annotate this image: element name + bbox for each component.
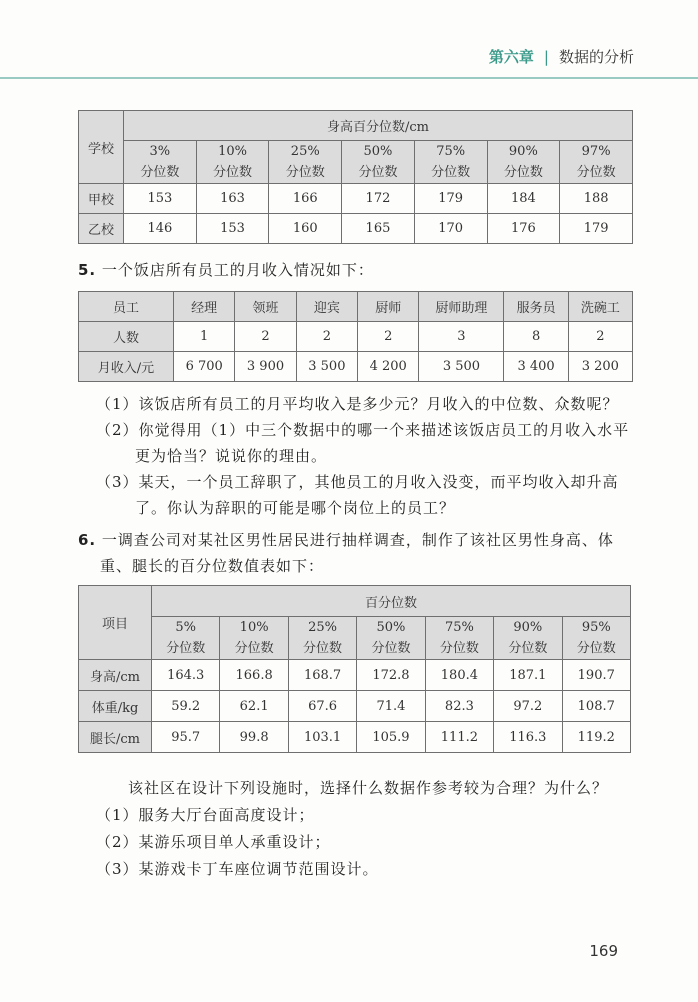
col-header: 90% 分位数: [494, 617, 562, 660]
col-header: 员工: [79, 292, 174, 322]
table-cell: 168.7: [288, 660, 356, 691]
question-6-cont: 重、腿长的百分位数值表如下：: [100, 557, 325, 575]
col-header: 25% 分位数: [288, 617, 356, 660]
table-cell: 163: [196, 184, 269, 214]
table-cell: 166: [269, 184, 342, 214]
group-header: 身高百分位数/cm: [124, 111, 633, 141]
table-cell: 6 700: [174, 352, 235, 382]
table-row: [79, 184, 633, 214]
table-cell: 2: [235, 322, 296, 352]
table-cell: 166.8: [220, 660, 288, 691]
table-cell: 8: [504, 322, 568, 352]
table-cell: 187.1: [494, 660, 562, 691]
table-cell: 3 900: [235, 352, 296, 382]
col-header: 服务员: [504, 292, 568, 322]
q6-prompt: 该社区在设计下列设施时，选择什么数据作参考较为合理？为什么？: [128, 779, 609, 797]
col-header: 75% 分位数: [425, 617, 493, 660]
table-row: [79, 214, 633, 244]
table-cell: 95.7: [152, 722, 220, 753]
page-number: 169: [589, 942, 618, 960]
question-5: [78, 257, 374, 283]
table-cell: 172: [342, 184, 415, 214]
table-cell: 103.1: [288, 722, 356, 753]
income-table: [78, 291, 633, 382]
question-text: 一个饭店所有员工的月收入情况如下：: [101, 261, 374, 279]
table-cell: 153: [196, 214, 269, 244]
row-label: 乙校: [79, 214, 124, 244]
table-cell: 82.3: [425, 691, 493, 722]
table-cell: 153: [124, 184, 197, 214]
table-cell: 105.9: [357, 722, 425, 753]
col-header: 3% 分位数: [124, 141, 197, 184]
q5-item-2-cont: 更为恰当？说说你的理由。: [135, 447, 328, 465]
col-header: 90% 分位数: [487, 141, 560, 184]
row-label: 月收入/元: [79, 352, 174, 382]
col-header: 厨师助理: [419, 292, 504, 322]
col-header: 25% 分位数: [269, 141, 342, 184]
table-cell: 179: [560, 214, 633, 244]
table-cell: 180.4: [425, 660, 493, 691]
table-cell: 2: [358, 322, 419, 352]
chapter-title: 数据的分析: [558, 48, 634, 66]
row-label: 体重/kg: [79, 691, 152, 722]
q5-item-2: （2）你觉得用（1）中三个数据中的哪一个来描述该饭店员工的月收入水平: [96, 421, 630, 439]
col-header: 50% 分位数: [357, 617, 425, 660]
col-header: 经理: [174, 292, 235, 322]
height-percentile-table: [78, 110, 633, 244]
table-cell: 2: [568, 322, 632, 352]
table-cell: 190.7: [562, 660, 630, 691]
table-row: [79, 722, 631, 753]
col-header: 5% 分位数: [152, 617, 220, 660]
row-label: 人数: [79, 322, 174, 352]
row-header-school: 学校: [79, 111, 124, 184]
table-cell: 67.6: [288, 691, 356, 722]
question-text: 一调查公司对某社区男性居民进行抽样调查，制作了该社区男性身高、体: [101, 531, 614, 549]
table-cell: 62.1: [220, 691, 288, 722]
header-separator: |: [543, 48, 549, 66]
table-cell: 99.8: [220, 722, 288, 753]
question-number: 6.: [78, 531, 97, 549]
col-header: 领班: [235, 292, 296, 322]
table-cell: 3: [419, 322, 504, 352]
table-cell: 3 200: [568, 352, 632, 382]
q6-item-3: （3）某游戏卡丁车座位调节范围设计。: [96, 860, 379, 878]
table-cell: 116.3: [494, 722, 562, 753]
table-cell: 160: [269, 214, 342, 244]
col-header: 10% 分位数: [196, 141, 269, 184]
table-cell: 3 500: [419, 352, 504, 382]
col-header: 50% 分位数: [342, 141, 415, 184]
table-cell: 111.2: [425, 722, 493, 753]
q5-item-1: （1）该饭店所有员工的月平均收入是多少元？月收入的中位数、众数呢？: [96, 395, 619, 413]
table-row: [79, 660, 631, 691]
row-label: 身高/cm: [79, 660, 152, 691]
col-header: 10% 分位数: [220, 617, 288, 660]
q6-item-1: （1）服务大厅台面高度设计；: [96, 806, 315, 824]
table-cell: 179: [414, 184, 487, 214]
table-cell: 2: [296, 322, 357, 352]
header-rule: [0, 77, 698, 79]
row-label: 甲校: [79, 184, 124, 214]
question-6: [78, 527, 614, 553]
col-header: 75% 分位数: [414, 141, 487, 184]
table-row: [79, 322, 633, 352]
table-cell: 71.4: [357, 691, 425, 722]
col-header: 97% 分位数: [560, 141, 633, 184]
running-header: [489, 46, 634, 67]
table-cell: 3 500: [296, 352, 357, 382]
group-header: 百分位数: [152, 586, 631, 617]
col-header: 迎宾: [296, 292, 357, 322]
row-label: 腿长/cm: [79, 722, 152, 753]
q6-item-2: （2）某游乐项目单人承重设计；: [96, 833, 331, 851]
col-header: 95% 分位数: [562, 617, 630, 660]
table-cell: 4 200: [358, 352, 419, 382]
table-cell: 172.8: [357, 660, 425, 691]
q5-item-3-cont: 了。你认为辞职的可能是哪个岗位上的员工？: [135, 499, 456, 517]
table-cell: 176: [487, 214, 560, 244]
table-cell: 188: [560, 184, 633, 214]
table-cell: 146: [124, 214, 197, 244]
male-percentile-table: [78, 585, 631, 753]
table-cell: 3 400: [504, 352, 568, 382]
table-cell: 119.2: [562, 722, 630, 753]
table-cell: 1: [174, 322, 235, 352]
table-cell: 165: [342, 214, 415, 244]
row-header-item: 项目: [79, 586, 152, 660]
table-cell: 164.3: [152, 660, 220, 691]
question-number: 5.: [78, 261, 97, 279]
q5-item-3: （3）某天，一个员工辞职了，其他员工的月收入没变，而平均收入却升高: [96, 473, 619, 491]
table-cell: 59.2: [152, 691, 220, 722]
chapter-label: 第六章: [488, 48, 534, 66]
table-cell: 170: [414, 214, 487, 244]
col-header: 厨师: [358, 292, 419, 322]
table-cell: 184: [487, 184, 560, 214]
table-cell: 97.2: [494, 691, 562, 722]
table-cell: 108.7: [562, 691, 630, 722]
col-header: 洗碗工: [568, 292, 632, 322]
table-row: [79, 352, 633, 382]
table-row: [79, 691, 631, 722]
